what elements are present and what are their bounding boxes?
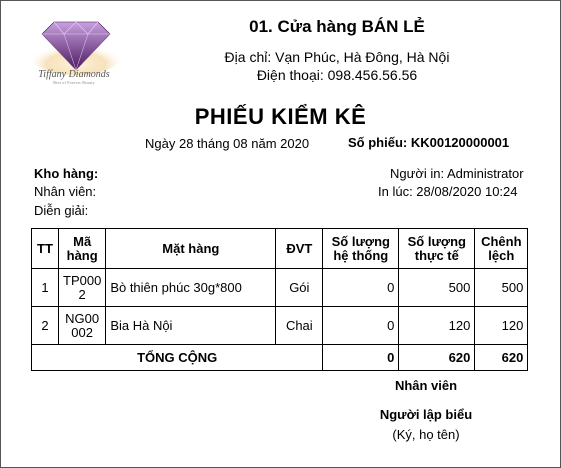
- row-code: NG00 002: [59, 307, 106, 345]
- total-row: [32, 345, 528, 371]
- store-name: 01. Cửa hàng BÁN LẺ: [249, 17, 425, 36]
- row-item: Bò thiên phúc 30g*800: [106, 269, 276, 307]
- row-system-qty: 0: [323, 307, 399, 345]
- table-row: [32, 307, 528, 345]
- col-header-difference: Chênh lệch: [475, 229, 528, 269]
- document-number: Số phiếu: KK00120000001: [348, 135, 510, 150]
- row-item: Bia Hà Nội: [106, 307, 276, 345]
- signature-employee: Nhân viên: [394, 378, 458, 393]
- signature-preparer-hint: (Ký, họ tên): [392, 427, 460, 442]
- col-header-no: TT: [32, 229, 59, 269]
- col-header-code: Mã hàng: [59, 229, 106, 269]
- store-address: Địa chỉ: Vạn Phúc, Hà Đông, Hà Nội: [224, 49, 450, 65]
- warehouse-label: Kho hàng:: [34, 166, 99, 181]
- total-system-qty: 0: [323, 345, 399, 371]
- table-row: [32, 269, 528, 307]
- logo-tagline: Best of Forever Beauty: [53, 80, 95, 85]
- row-actual-qty: 120: [399, 307, 475, 345]
- note-label: Diễn giải:: [34, 203, 89, 218]
- total-actual-qty: 620: [399, 345, 475, 371]
- store-phone: Điện thoại: 098.456.56.56: [256, 67, 418, 83]
- row-system-qty: 0: [323, 269, 399, 307]
- col-header-unit: ĐVT: [276, 229, 323, 269]
- total-difference: 620: [475, 345, 528, 371]
- col-header-system-qty: Số lượng hệ thống: [323, 229, 399, 269]
- row-no: 1: [32, 269, 59, 307]
- inventory-table: [31, 228, 528, 371]
- row-unit: Chai: [276, 307, 323, 345]
- printed-at: In lúc: 28/08/2020 10:24: [378, 184, 518, 199]
- row-actual-qty: 500: [399, 269, 475, 307]
- printed-by: Người in: Administrator: [390, 166, 524, 181]
- col-header-item: Mặt hàng: [106, 229, 276, 269]
- logo-brand-text: Tiffany Diamonds: [38, 69, 110, 80]
- document-title: PHIẾU KIỂM KÊ: [194, 104, 367, 129]
- table-header-row: [32, 229, 528, 269]
- col-header-actual-qty: Số lượng thực tế: [399, 229, 475, 269]
- total-label: TỔNG CỘNG: [32, 345, 323, 371]
- row-code: TP000 2: [59, 269, 106, 307]
- row-unit: Gói: [276, 269, 323, 307]
- document-date: Ngày 28 tháng 08 năm 2020: [145, 136, 310, 151]
- row-difference: 500: [475, 269, 528, 307]
- row-no: 2: [32, 307, 59, 345]
- employee-label: Nhân viên:: [34, 184, 97, 199]
- signature-preparer: Người lập biểu: [379, 407, 473, 422]
- row-difference: 120: [475, 307, 528, 345]
